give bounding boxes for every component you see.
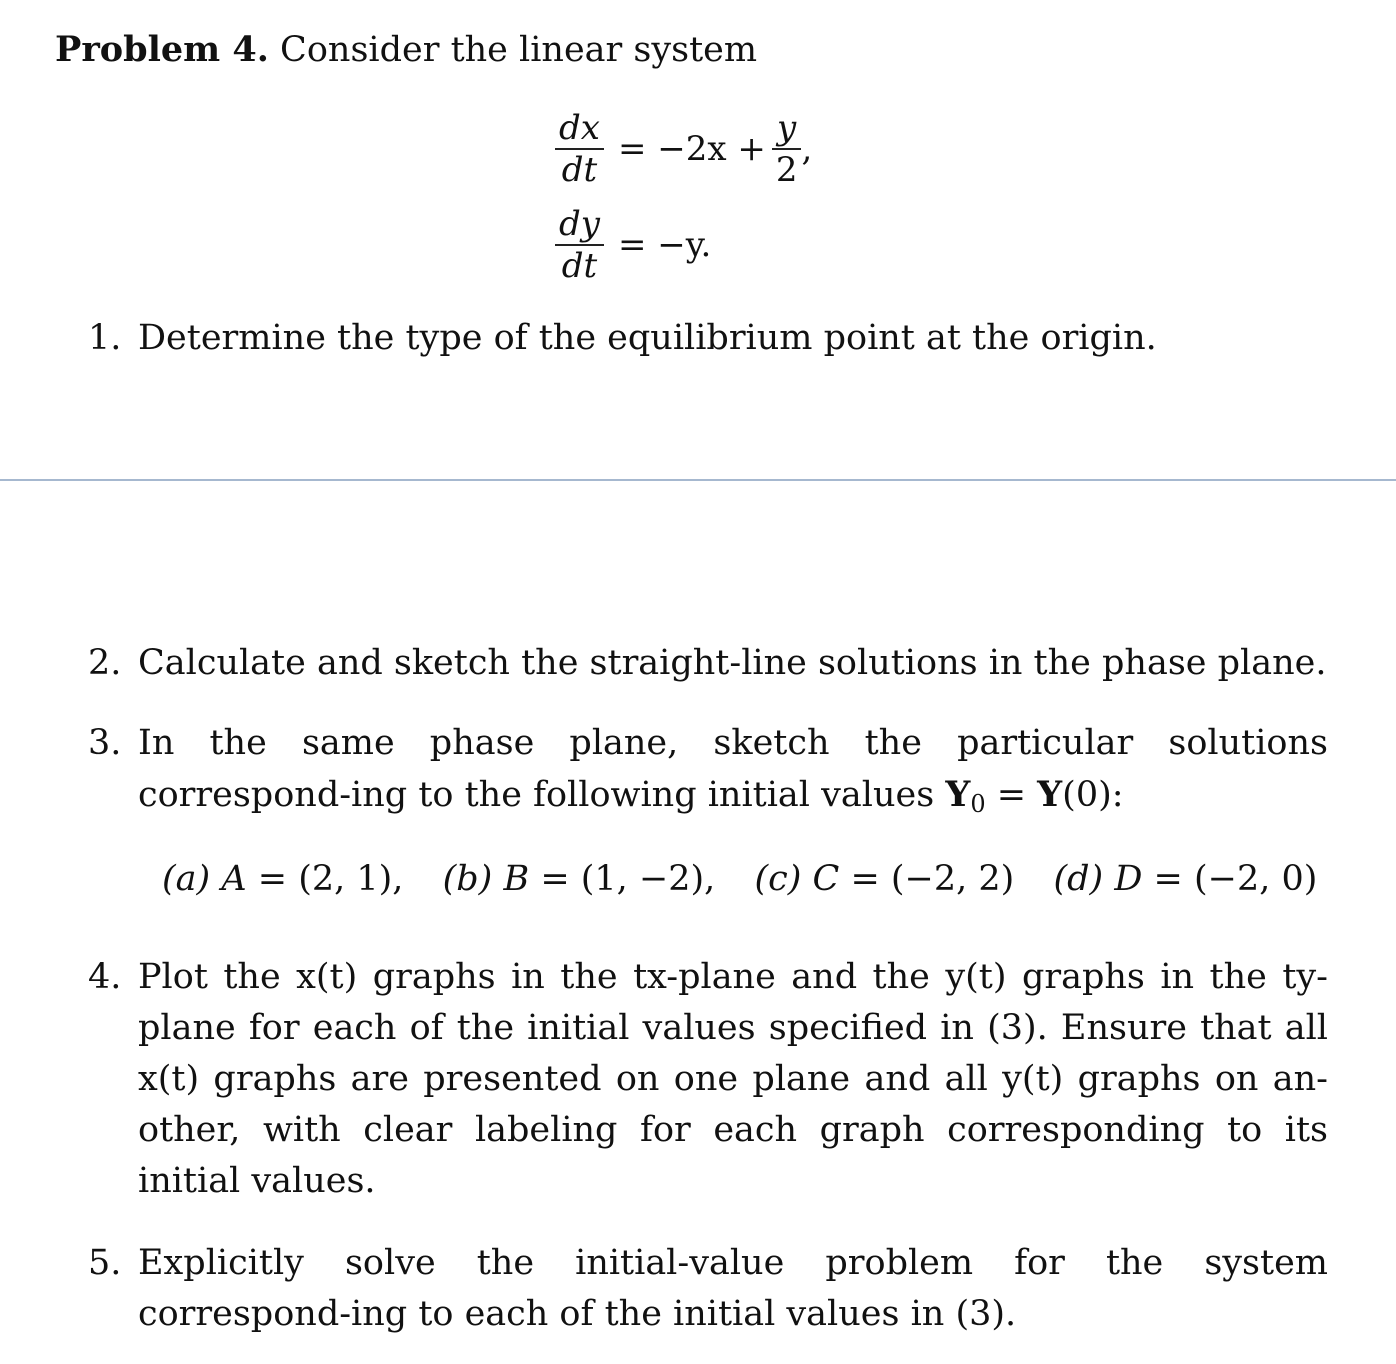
initial-value-tag: (d) xyxy=(1053,859,1104,899)
item-number: 4. xyxy=(88,957,122,997)
initial-value-name: A xyxy=(221,859,247,899)
section-divider xyxy=(0,479,1396,481)
list-item-4 xyxy=(88,952,1328,1207)
problem-heading xyxy=(55,27,757,73)
initial-value-coords: = (1, −2), xyxy=(540,859,716,899)
initial-value-name: B xyxy=(503,859,530,899)
initial-value-coords: = (−2, 2) xyxy=(850,859,1015,899)
list-item-5 xyxy=(88,1238,1328,1340)
item-number: 1. xyxy=(88,318,122,358)
equation-comma: , xyxy=(801,129,813,169)
initial-value-c xyxy=(754,859,1014,899)
fraction-numerator: y xyxy=(777,108,797,148)
initial-value-coords: = (−2, 0) xyxy=(1153,859,1318,899)
fraction-denominator: dt xyxy=(561,246,598,286)
bold-vector-y: Y xyxy=(1037,774,1063,815)
initial-value-tag: (b) xyxy=(442,859,493,899)
initial-value-name: D xyxy=(1114,859,1143,899)
equation-rhs: = −y. xyxy=(617,225,712,265)
initial-value-name: C xyxy=(812,859,840,899)
item-number: 5. xyxy=(88,1243,122,1283)
item-text: Explicitly solve the initial-value problem for the system correspond-ing to each of the initial values in (3). xyxy=(138,1243,1328,1334)
fraction-denominator: dt xyxy=(561,150,598,190)
fraction-dy-dt xyxy=(555,204,604,286)
fraction-y-over-2 xyxy=(772,108,802,190)
fraction-numerator: dx xyxy=(559,108,600,148)
list-item-2 xyxy=(88,638,1328,689)
equation-rhs: = −2x + xyxy=(617,129,766,169)
equation-dy-dt xyxy=(555,204,711,286)
initial-value-tag: (c) xyxy=(754,859,802,899)
item-number: 3. xyxy=(88,723,122,763)
list-item-1 xyxy=(88,313,1328,364)
item-text: Determine the type of the equilibrium point at the origin. xyxy=(138,318,1157,358)
equals-sign: = xyxy=(985,775,1038,815)
bold-vector-y: Y xyxy=(945,774,971,815)
initial-values-line xyxy=(162,854,1317,904)
item-text: Plot the x(t) graphs in the tx-plane and the y(t) graphs in the ty-plane for each of the initial values specified in (3). Ensure that all x(t) graphs are presented on one plane and all y(t) graphs on an-other, with clear labeling for each graph corresponding to its initial values. xyxy=(138,957,1328,1201)
initial-value-b xyxy=(443,859,716,899)
initial-value-coords: = (2, 1), xyxy=(257,859,404,899)
list-item-3 xyxy=(88,718,1328,830)
problem-label: Problem 4. xyxy=(55,29,269,70)
fraction-denominator: 2 xyxy=(775,150,798,190)
initial-value-tag: (a) xyxy=(162,859,211,899)
item-number: 2. xyxy=(88,643,122,683)
problem-intro: Consider the linear system xyxy=(280,30,758,70)
fraction-numerator: dy xyxy=(559,204,600,244)
item-text-main: In the same phase plane, sketch the particular solutions correspond-ing to the following initial values xyxy=(138,723,1328,815)
equation-dx-dt xyxy=(555,108,812,190)
fraction-dx-dt xyxy=(555,108,604,190)
item-text: Calculate and sketch the straight-line solutions in the phase plane. xyxy=(138,643,1327,683)
item-text-tail: (0): xyxy=(1062,775,1124,815)
item-text xyxy=(138,718,1328,830)
initial-value-d xyxy=(1053,859,1317,899)
subscript-zero: 0 xyxy=(970,790,986,818)
initial-value-a xyxy=(162,859,403,899)
